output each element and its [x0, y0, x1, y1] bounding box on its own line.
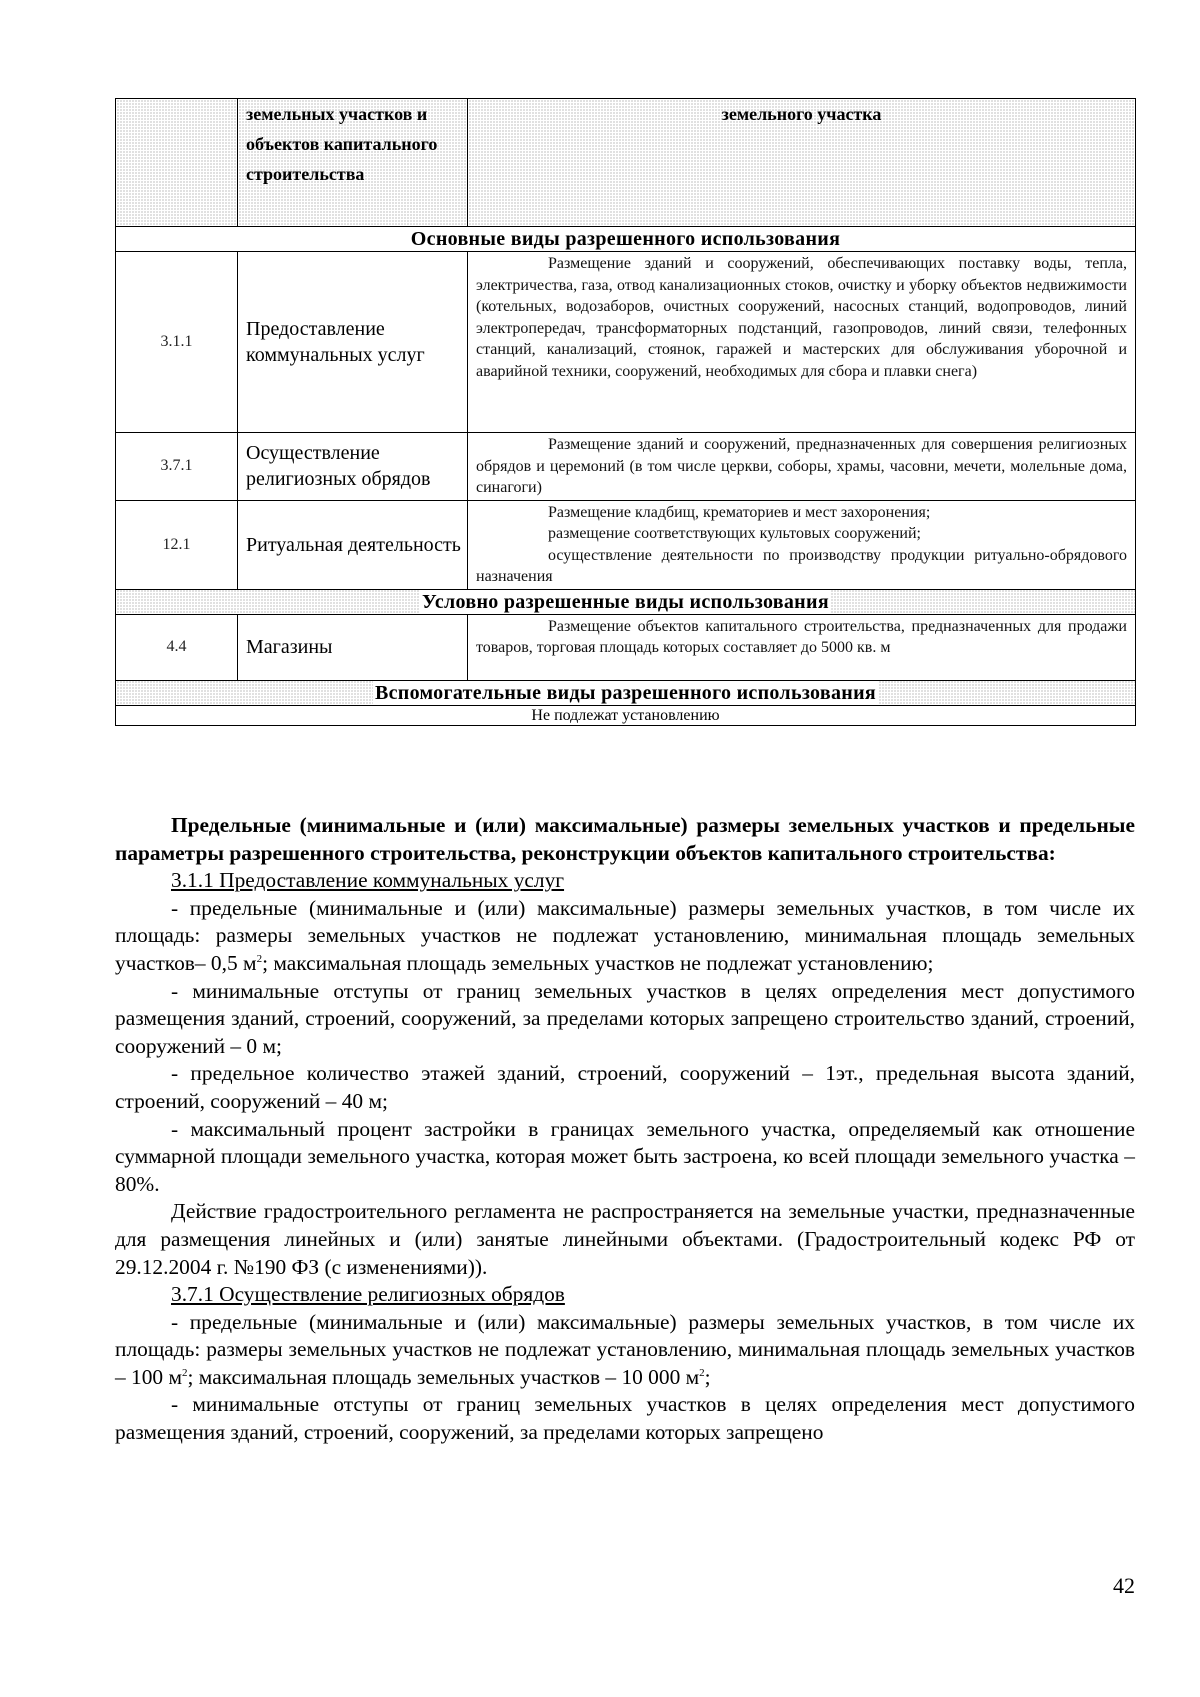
section-row-auxiliary: [116, 680, 1136, 705]
subheading-3-1-1: 3.1.1 Предоставление коммунальных услуг: [171, 868, 565, 893]
not-set-cell: Не подлежат установлению: [116, 705, 1136, 725]
section-title-main: Основные виды разрешенного использования: [410, 228, 841, 250]
desc-line: Размещение кладбищ, крематориев и мест захоронения;: [548, 503, 931, 521]
body-text: [115, 812, 1135, 1447]
section-title-conditional: Условно разрешенные виды использования: [422, 590, 829, 613]
paragraph: - минимальные отступы от границ земельных участков в целях определения мест допустимого размещения зданий, строений, сооружений, за пределами которых запрещено: [115, 1392, 1135, 1445]
row-desc: [468, 500, 1136, 589]
section-title-auxiliary: Вспомогательные виды разрешенного использования: [374, 681, 877, 704]
row-name: Магазины: [238, 614, 468, 680]
header-desc-cell: [468, 99, 1136, 227]
section-heading: Предельные (минимальные и (или) максимальные) размеры земельных участков и предельные параметры разрешенного строительства, реконструкции объектов капитального строительства:: [115, 813, 1135, 865]
table-header-row: [116, 99, 1136, 227]
row-code: 3.7.1: [116, 433, 238, 501]
paragraph: - предельные (минимальные и (или) максимальные) размеры земельных участков, в том числе их площадь: размеры земельных участков не подлежат установлению, минимальная площадь земельных участков– 0,5 $м^2$; максимальная площадь земельных участков не подлежат установлению;: [115, 895, 1135, 975]
header-name-text: земельных участков и объектов капитального строительства: [246, 104, 438, 184]
section-row-conditional: [116, 589, 1136, 614]
not-set-row: [116, 705, 1136, 725]
header-desc-text: земельного участка: [721, 104, 882, 124]
page-number: 42: [1113, 1573, 1135, 1598]
paragraph: Действие градостроительного регламента не распространяется на земельные участки, предназначенные для размещения линейных и (или) занятые линейными объектами. (Градостроительный кодекс РФ от 29.12.2004 г. №190 ФЗ (с изменениями)).: [115, 1199, 1135, 1279]
row-desc: Размещение объектов капитального строительства, предназначенных для продажи товаров, торговая площадь которых составляет до 5000 кв. м: [468, 614, 1136, 680]
header-name-cell: [238, 99, 468, 227]
desc-line: размещение соответствующих культовых сооружений;: [548, 525, 921, 542]
row-name: Осуществление религиозных обрядов: [238, 433, 468, 501]
row-name: Ритуальная деятельность: [238, 500, 468, 589]
paragraph: - предельное количество этажей зданий, строений, сооружений – 1эт., предельная высота зданий, строений, сооружений – 40 м;: [115, 1061, 1135, 1113]
row-desc: Размещение зданий и сооружений, обеспечивающих поставку воды, тепла, электричества, газа, отвод канализационных стоков, очистку и уборку объектов недвижимости (котельных, водозаборов, очистных сооружений, насосных станций, водопроводов, линий электропередач, трансформаторных подстанций, газопроводов, линий связи, телефонных станций, канализаций, стоянок, гаражей и мастерских для обслуживания уборочной и аварийной техники, сооружений, необходимых для сбора и плавки снега): [468, 252, 1136, 433]
table-row: [116, 614, 1136, 680]
header-code-cell: [116, 99, 238, 227]
desc-line: осуществление деятельности по производству продукции ритуально-обрядового назначения: [476, 546, 1127, 585]
row-code: 4.4: [116, 614, 238, 680]
table-row: [116, 433, 1136, 501]
row-code: 3.1.1: [116, 252, 238, 433]
row-name: Предоставление коммунальных услуг: [238, 252, 468, 433]
paragraph: - предельные (минимальные и (или) максимальные) размеры земельных участков, в том числе их площадь: размеры земельных участков не подлежат установлению, минимальная площадь земельных участков – 100 $м^2$; максимальная площадь земельных участков – 10 000 $м^2$;: [115, 1309, 1135, 1389]
table-row: [116, 500, 1136, 589]
paragraph: - максимальный процент застройки в границах земельного участка, определяемый как отношение суммарной площади земельного участка, которая может быть застроена, ко всей площади земельного участка – 80%.: [115, 1116, 1135, 1196]
paragraph: - минимальные отступы от границ земельных участков в целях определения мест допустимого размещения зданий, строений, сооружений, за пределами которых запрещено строительство зданий, строений, сооружений – 0 м;: [115, 978, 1135, 1058]
table-row: [116, 252, 1136, 433]
row-code: 12.1: [116, 500, 238, 589]
row-desc: Размещение зданий и сооружений, предназначенных для совершения религиозных обрядов и церемоний (в том числе церкви, соборы, храмы, часовни, мечети, молельные дома, синагоги): [468, 433, 1136, 501]
section-row-main: [116, 227, 1136, 252]
subheading-3-7-1: 3.7.1 Осуществление религиозных обрядов: [171, 1282, 565, 1307]
land-use-table: [115, 98, 1136, 726]
